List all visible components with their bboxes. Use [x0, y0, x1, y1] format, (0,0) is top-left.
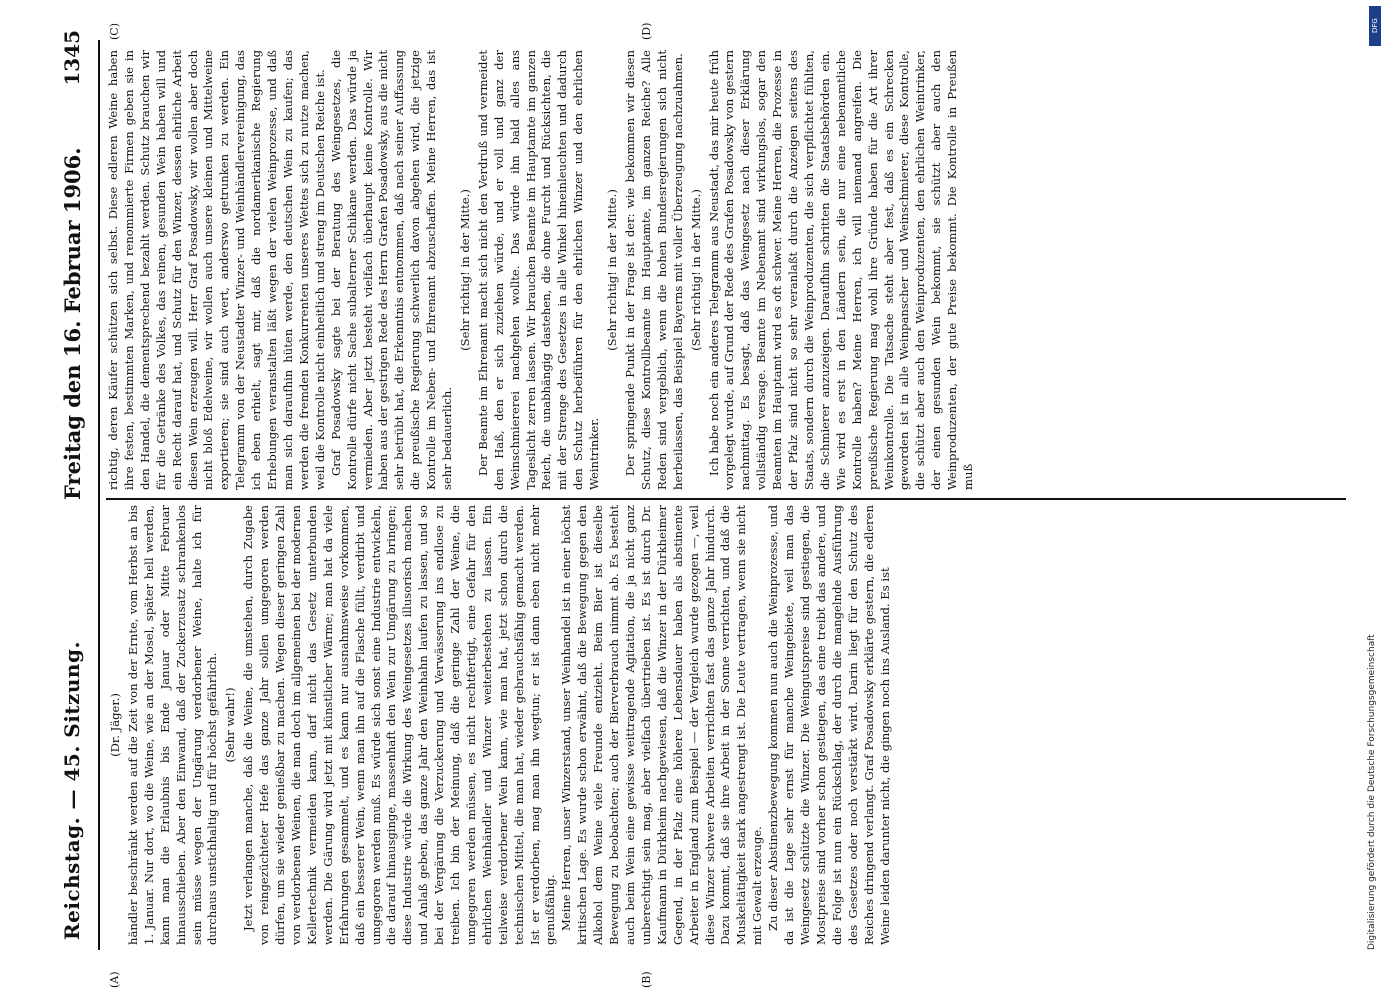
- margin-mark-b: (B): [640, 971, 653, 988]
- interjection: (Sehr richtig! in der Mitte.): [605, 189, 620, 351]
- header-left: Reichstag. — 45. Sitzung.: [60, 641, 84, 940]
- interjection: (Sehr richtig! in der Mitte.): [688, 189, 703, 351]
- speaker-label: (Dr. Jäger.): [108, 693, 122, 757]
- paragraph: Meine Herren, unser Winzerstand, unser Weinhandel ist in einer höchst kritischen Lage. Es wurde schon erwähnt, daß die Bewegung gegen den Alkohol dem Weine viele Freunde entzieht. Beim Bier ist dieselbe Bewegung zu beobachten; auch der Bierverbrauch nimmt ab. Es besteht auch beim Wein eine gewisse weittragende Agitation, die ja nicht ganz unberechtigt sein mag, aber vielfach übertrieben ist. Es ist durch Dr. Kaufmann in Dürkheim nachgewiesen, daß die Winzer in der Dürkheimer Gegend, in der Pfalz eine höhere Lebensdauer haben als abstinente Arbeiter in England zum Beispiel — der Vergleich wurde gezogen —, weil diese Winzer schwere Arbeiten verrichten fast das ganze Jahr hindurch. Dazu kommt, daß sie ihre Arbeit in der Sonne verrichten, und daß die Muskeltätigkeit stark angestrengt ist. Die Leute vertragen, wenn sie nicht mit Gewalt erzeuge.: [559, 505, 765, 945]
- page-header: [60, 0, 100, 1000]
- left-column: [106, 505, 1346, 945]
- paragraph: Ich habe noch ein anderes Telegramm aus Neustadt, das mir heute früh vorgelegt wurde, auf Grund der Rede des Grafen Posadowsky von gestern nachmittag. Es besagt, daß das Weingesetz nach dieser Erklärung vollständig versage. Beamte im Nebenamt sind wirkungslos, sogar den Beamten im Hauptamt wird es oft schwer. Meine Herren, die Prozesse in der Pfalz sind nicht so sehr veranlaßt durch die Anzeigen seitens des Staats, sondern durch die Weinproduzenten, die sich verpflichtet fühlten, die Schmierer anzuzeigen. Daraufhin schritten die Staatsbehörden ein. Wie wird es erst in den Ländern sein, die nur eine nebenamtliche Kontrolle haben? Meine Herren, ich will niemand angreifen. Die preußische Regierung mag wohl ihre Gründe haben für die Art ihrer Weinkontrolle. Die Tatsache steht aber fest, daß es ein Schrecken geworden ist in alle Weinpanscher und Weinschmierer, diese Kontrolle, die schützt aber auch den Weinproduzenten, den ehrlichen Weintrinker, der einen gesunden Wein bekommt, sie schützt aber auch den Weinproduzenten, der gute Preise bekommt. Die Kontrolle in Preußen muß: [706, 50, 976, 490]
- margin-mark-d: (D): [640, 22, 653, 40]
- column-rule: [106, 499, 1346, 501]
- margin-mark-c: (C): [108, 23, 121, 40]
- header-date: Freitag den 16. Februar 1906.: [60, 147, 85, 500]
- page-number: 1345: [60, 30, 84, 86]
- paragraph: händler beschränkt werden auf die Zeit von der Ernte, vom Herbst an bis 1. Januar. Nur dort, wo die Weine, wie an der Mosel, später hell werden, kann man die Erlaubnis bis Ende Januar oder Mitte Februar hinausschieben. Aber den Einwand, daß der Zuckerzusatz schrankenlos sein müsse wegen der Ungärung verdorbener Weine, halte ich für durchaus unstichhaltig und für höchst gefährlich.: [125, 505, 220, 945]
- interjection: (Sehr wahr!): [223, 687, 238, 763]
- paragraph: Zu dieser Abstinenzbewegung kommen nun auch die Weinprozesse, und da ist die Lage sehr ernst für manche Weingebiete, weil man das Weingesetz schützte die Winzer. Die Weingutspreise sind gestiegen, die Mostpreise sind vorher schon gestiegen, das eine treibt das andere, und die Folge ist nun ein Rückschlag, der durch die mangelnde Ausführung des Gesetzes oder noch verstärkt wird. Darin liegt für den Schutz des Reiches dringend verlangt. Graf Posadowsky erklärte gestern, die edleren Weine leiden darunter nicht, die gingen noch ins Ausland. Es ist: [766, 505, 892, 945]
- margin-mark-a: (A): [108, 971, 121, 988]
- dfg-logo-badge: DFG: [1369, 6, 1381, 46]
- paragraph: Der springende Punkt in der Frage ist der: wie bekommen wir diesen Schutz, diese Kontrollbeamte im Hauptamte, im ganzen Reiche? Alle Reden sind vergeblich, wenn die hohen Bundesregierungen sich nicht herbeilassen, das Beispiel Bayerns mit voller Überzeugung nachzuahmen.: [623, 50, 685, 490]
- header-rule: [98, 40, 100, 950]
- right-column: [106, 50, 1346, 490]
- paragraph: Jetzt verlangen manche, daß die Weine, die umstehen, durch Zugabe von reingezüchteter Hefe das ganze Jahr sollen umgegoren werden dürfen, um sie wieder genießbar zu machen. Wegen dieser geringen Zahl von verdorbenen Weinen, die man doch im allgemeinen bei der modernen Kellertechnik vermeiden kann, darf nicht das Gesetz unterbunden werden. Die Gärung wird jetzt mit künstlicher Wärme; man hat da viele Erfahrungen gesammelt, und es kann nur ausnahmsweise vorkommen, daß ein besserer Wein, wenn man ihn auf die Flasche füllt, verdirbt und umgegoren werden muß. Es würde sich sonst eine Industrie entwickeln, die darauf hinausginge, massenhaft den Wein zur Umgärung zu bringen; diese Industrie würde die Wirkung des Weingesetzes illusorisch machen und Anlaß geben, das ganze Jahr den Weinhahn laufen zu lassen, und so bei der Vergärung die Verzuckerung und Verwässerung ins endlose zu treiben. Ich bin der Meinung, daß die geringe Zahl der Weine, die umgegoren werden müssen, es nicht rechtfertigt, eine Gefahr für den ehrlichen Weinhändler und Winzer weiterbestehen zu lassen. Ein teilweise verdorbener Wein kann, wie man hat, jetzt schon durch die technischen Mittel, die man hat, wieder gebrauchsfähig gemacht werden. Ist er verdorben, mag man ihn wegtun; er ist dann eben nicht mehr genußfähig.: [241, 505, 558, 945]
- paragraph: Der Beamte im Ehrenamt macht sich nicht den Verdruß und vermeidet den Haß, den er sich zuziehen würde, und er voll und ganz der Weinschmiererei nachgehen wollte. Das würde ihn bald alles ans Tageslicht zerren lassen. Wir brauchen Beamte im Hauptamte im ganzen Reich, die unabhängig dastehen, die ohne Furcht und Rücksichten, die mit der Strenge des Gesetzes in alle Winkel hineinleuchten und dadurch den Schutz herbeiführen für den ehrlichen Winzer und den ehrlichen Weintrinker.: [475, 50, 602, 490]
- digitization-credit: Digitalisierung gefördert durch die Deutsche Forschungsgemeinschaft: [1367, 634, 1377, 950]
- paragraph: Graf Posadowsky sagte bei der Beratung des Weingesetzes, die Kontrolle dürfe nicht Sache subalterner Schikane werden. Das würde ja vermieden. Aber jetzt besteht vielfach überhaupt keine Kontrolle. Wir haben aus der gestrigen Rede des Herrn Grafen Posadowsky, aus die nicht sehr betrübt hat, die Erkenntnis entnommen, daß nach seiner Auffassung die preußische Regierung schwerlich davon abgehen wird, die jetzige Kontrolle im Neben- und Ehrenamt abzuschaffen. Meine Herren, das ist sehr bedauerlich.: [328, 50, 455, 490]
- interjection: (Sehr richtig! in der Mitte.): [457, 189, 472, 351]
- paragraph: richtig, deren Käufer schützen sich selbst. Diese edleren Weine haben ihre festen, bestimmten Marken, und renommierte Firmen geben sie in den Handel, die dementsprechend bezahlt werden. Schutz brauchen wir für die Getränke des Volkes, das reinen, gesunden Wein haben will und ein Recht darauf hat, und Schutz für den Winzer, dessen ehrliche Arbeit diesen Wein erzeugen will. Herr Graf Posadowsky, wir wollen aber doch nicht bloß Edelweine, wir wollen auch unsere kleinen und Mittelweine exportieren; sie sind auch wert, anderswo getrunken zu werden. Ein Telegramm von der Neustadter Winzer- und Weinhändlervereinigung, das ich eben erhielt, sagt mir, daß die nordamerikanische Regierung Erhebungen veranstalten läßt wegen der vielen Weinprozesse, und daß man sich daraufhin hüten werde, den deutschen Wein zu kaufen; das werden die fremden Konkurrenten unseres Wettes sich zu nutze machen, weil die Kontrolle nicht einheitlich und streng im Deutschen Reiche ist.: [106, 50, 327, 490]
